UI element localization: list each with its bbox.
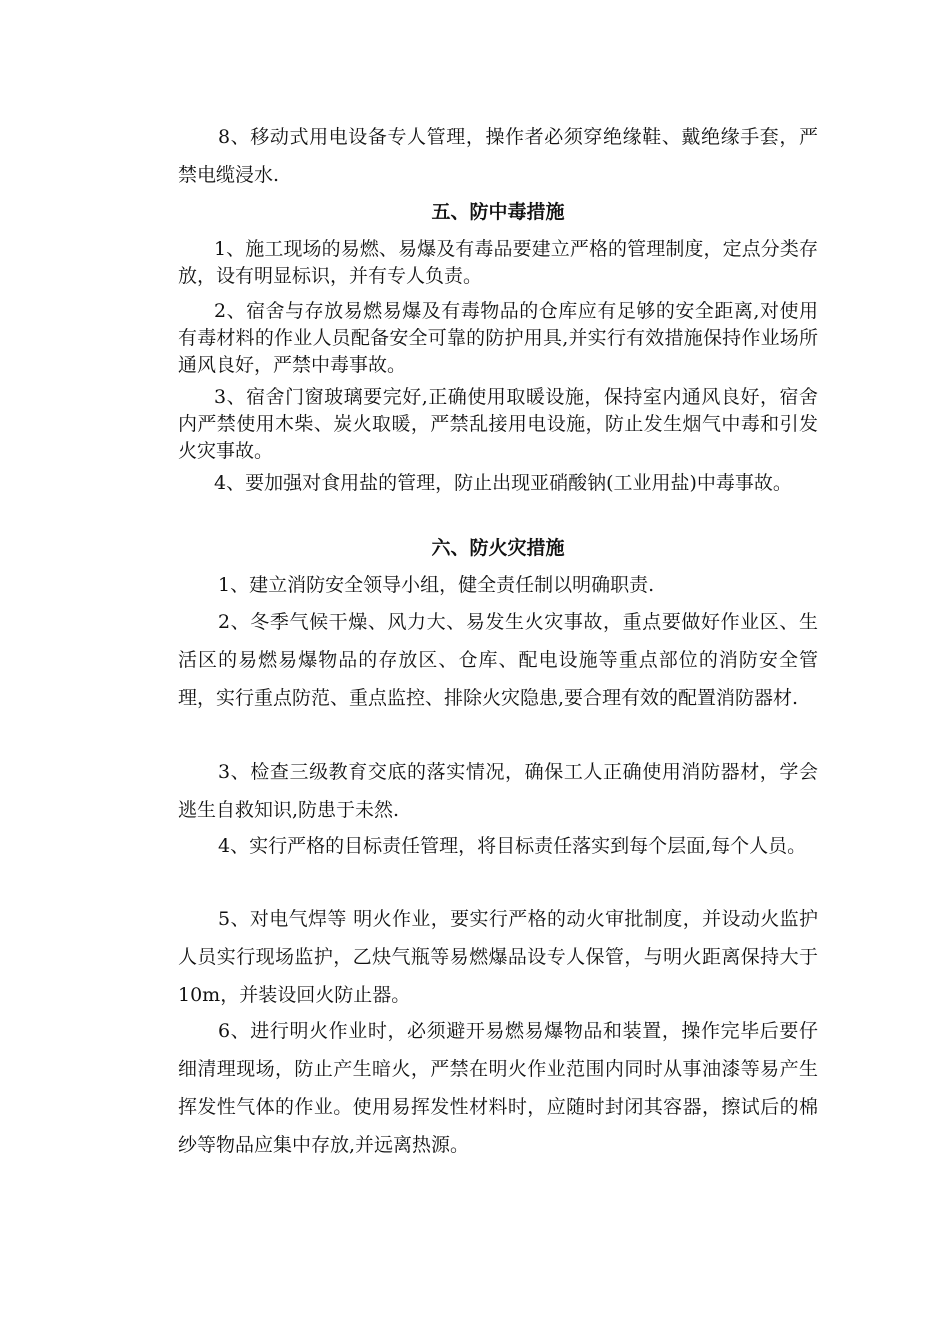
paragraph-text: 4、实行严格的目标责任管理，将目标责任落实到每个层面,每个人员。 xyxy=(218,835,807,857)
paragraph-text: 1、施工现场的易燃、易爆及有毒品要建立严格的管理制度，定点分类存放，设有明显标识，并有专人负责。 xyxy=(178,238,818,287)
section-6-item-4 xyxy=(178,827,818,865)
section-6-heading: 六、防火灾措施 xyxy=(431,537,565,559)
section-5-item-4 xyxy=(178,470,818,497)
paragraph-text: 2、冬季气候干燥、风力大、易发生火灾事故，重点要做好作业区、生活区的易燃易爆物品的存放区、仓库、配电设施等重点部位的消防安全管理，实行重点防范、重点监控、排除火灾隐患,要合理有效的配置消防器材. xyxy=(178,611,818,709)
paragraph-text: 6、进行明火作业时，必须避开易燃易爆物品和装置，操作完毕后要仔细清理现场，防止产生暗火，严禁在明火作业范围内同时从事油漆等易产生挥发性气体的作业。使用易挥发性材料时，应随时封闭其容器，擦试后的棉纱等物品应集中存放,并远离热源。 xyxy=(178,1020,818,1156)
paragraph-text: 3、宿舍门窗玻璃要完好,正确使用取暖设施，保持室内通风良好，宿舍内严禁使用木柴、炭火取暖，严禁乱接用电设施，防止发生烟气中毒和引发火灾事故。 xyxy=(178,386,818,462)
paragraph-text: 5、对电气焊等 明火作业，要实行严格的动火审批制度，并设动火监护人员实行现场监护，乙炔气瓶等易燃爆品设专人保管，与明火距离保持大于 10m，并装设回火防止器。 xyxy=(178,908,818,1006)
paragraph-text: 2、宿舍与存放易燃易爆及有毒物品的仓库应有足够的安全距离,对使用有毒材料的作业人员配备安全可靠的防护用具,并实行有效措施保持作业场所通风良好，严禁中毒事故。 xyxy=(178,300,818,376)
section-6-item-1 xyxy=(178,566,818,604)
paragraph-text: 4、要加强对食用盐的管理，防止出现亚硝酸钠(工业用盐)中毒事故。 xyxy=(214,472,792,494)
section-6-item-3 xyxy=(178,753,818,829)
section-5-heading: 五、防中毒措施 xyxy=(431,201,565,223)
section-5-item-3 xyxy=(178,384,818,465)
paragraph-text: 3、检查三级教育交底的落实情况，确保工人正确使用消防器材，学会逃生自救知识,防患于未然. xyxy=(178,761,818,821)
paragraph-text: 8、移动式用电设备专人管理，操作者必须穿绝缘鞋、戴绝缘手套，严禁电缆浸水. xyxy=(178,126,818,186)
section-6-item-2 xyxy=(178,603,818,717)
paragraph-text: 1、建立消防安全领导小组，健全责任制以明确职责. xyxy=(218,574,655,596)
section-5-item-2 xyxy=(178,298,818,379)
section-6-item-5 xyxy=(178,900,818,1014)
section-6-item-6 xyxy=(178,1012,818,1164)
section-5-item-1 xyxy=(178,236,818,290)
paragraph-8 xyxy=(178,118,818,194)
